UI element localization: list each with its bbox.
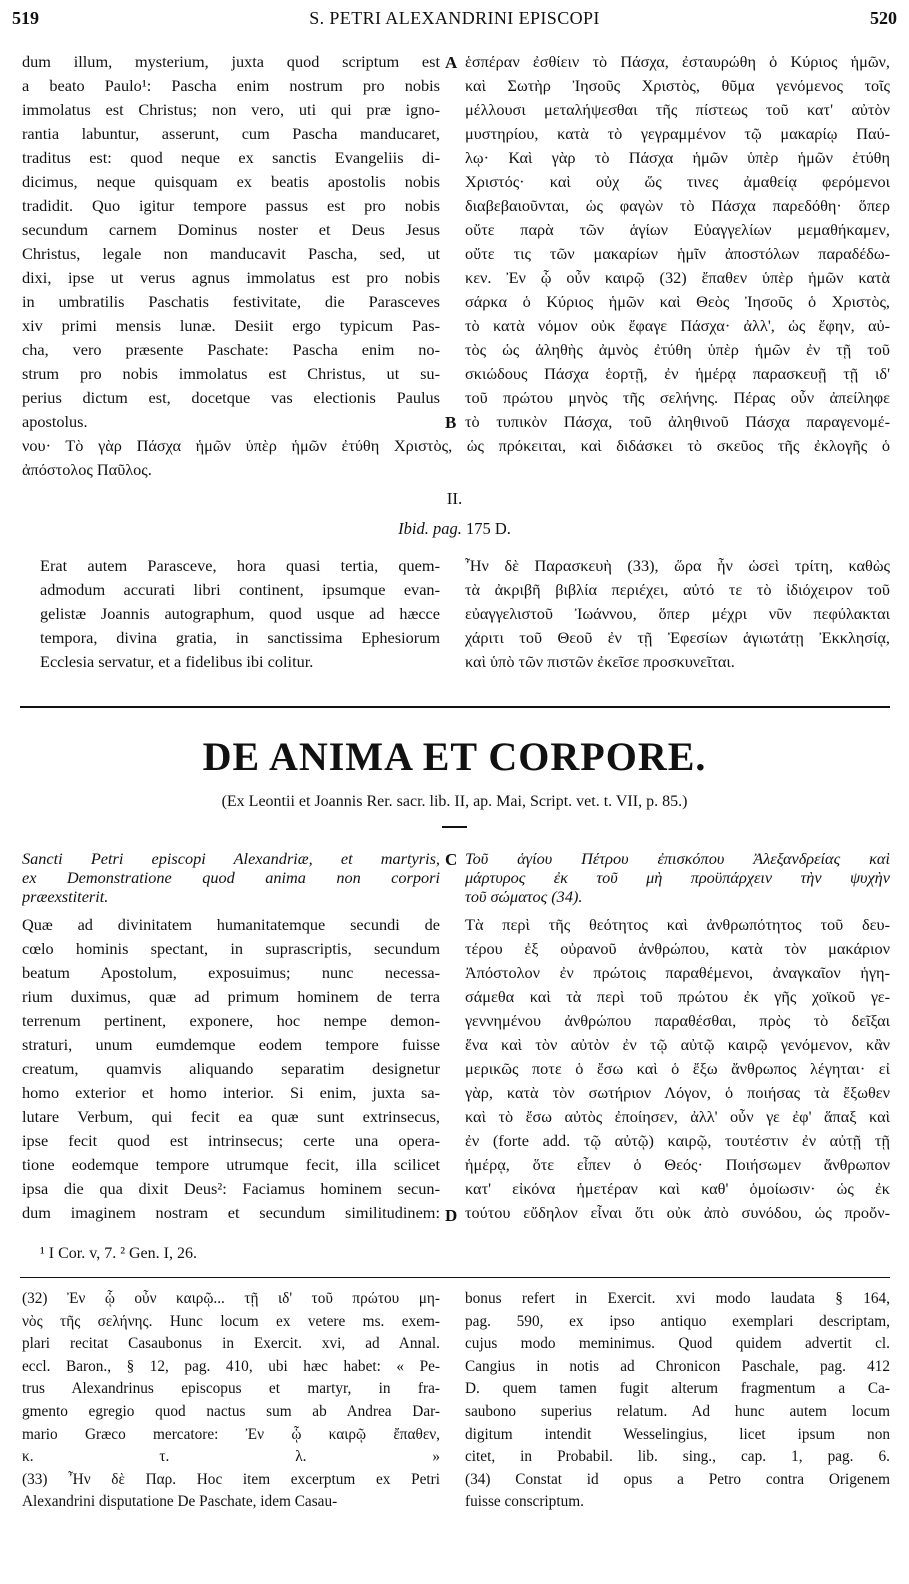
text-line: Christus, legale non manducavit Pascha, sed, ut: [22, 244, 440, 263]
section2-numeral: II.: [446, 489, 463, 508]
text-line: γεννημένου ἀνθρώπου παραθέσθαι, πρὸς τὸ δεῖξαι: [465, 1011, 890, 1030]
section2-latin-column: [40, 554, 440, 674]
text-line: (33) Ἦν δὲ Παρ. Hoc item excerptum ex Petri: [22, 1470, 440, 1488]
text-line: cha, vero præsente Paschate: Pascha enim no-: [22, 340, 440, 359]
text-line: dixi, ipse ut verus agnus immolatus est pro nobis: [22, 268, 440, 287]
text-line: ἡμέρᾳ, ὅτε εἶπεν ὁ Θεός· Ποιήσωμεν ἄνθρωπον: [465, 1155, 890, 1174]
page-number-left: 519: [12, 8, 39, 28]
section1-full-width-lines: [22, 434, 890, 482]
text-line: D. quem tamen fugit alterum fragmentum a Ca-: [465, 1380, 890, 1398]
text-line: rantia labuntur, asserunt, cum Pascha manducaret,: [22, 124, 440, 143]
text-line: τοῦ σώματος (34).: [465, 887, 583, 906]
text-line: ἀπόστολος Παῦλος.: [22, 460, 152, 479]
text-line: ἐν (forte add. τῷ αὐτῷ) καιρῷ, τουτέστιν ἐν αὐτῇ τῇ: [465, 1131, 890, 1150]
text-line: διαβεβαιοῦνται, ὡς φαγὼν τὸ Πάσχα παρεδόθη· ὅπερ: [465, 196, 890, 215]
text-line: perius dictum est, docetque vas electionis Paulus: [22, 388, 440, 407]
text-line: in umbratilis Paschatis festivitate, die Parasceves: [22, 292, 440, 311]
section-divider: [20, 706, 890, 708]
text-line: a beato Paulo¹: Pascha enim nostrum pro nobis: [22, 76, 440, 95]
text-line: digitum intendit Wesselingius, licet ipsum non: [465, 1425, 890, 1443]
text-line: Alexandrini disputatione De Paschate, idem Casau-: [22, 1493, 338, 1511]
text-line: dum illum, mysterium, juxta quod scriptum est: [22, 52, 440, 71]
text-line: Τοῦ ἁγίου Πέτρου ἐπισκόπου Ἀλεξανδρείας καὶ: [465, 849, 890, 868]
text-line: λῳ· Καὶ γὰρ τὸ Πάσχα ἡμῶν ὑπὲρ ἡμῶν ἐτύθη: [465, 148, 890, 167]
section3-latin-column: [22, 913, 440, 1225]
text-line: τὸ τυπικὸν Πάσχα, τοῦ ἀληθινοῦ Πάσχα παραγενομέ-: [465, 412, 890, 431]
text-line: Ἀπόστολον ἐν πρώτοις παραθέμενοι, ἀναγκαῖον ἡγη-: [465, 963, 890, 982]
text-line: καὶ ὑπὸ τῶν πιστῶν ἐκεῖσε προσκυνεῖται.: [465, 652, 735, 671]
text-line: immolatus est Christus; non vero, uti qui præ igno-: [22, 100, 440, 119]
text-line: plari recitat Casaubonus in Exercit. xvi, ad Annal.: [22, 1335, 440, 1353]
text-line: Ecclesia servatur, et a fidelibus ibi colitur.: [40, 652, 314, 671]
text-line: κατ' εἰκόνα ἡμετέραν καὶ καθ' ὁμοίωσιν· ὡς ἐκ: [465, 1179, 890, 1198]
text-line: xiv primi mensis lunæ. Desiit ergo typicum Pas-: [22, 316, 440, 335]
text-line: νὸς τῆς σελήνης. Hunc locum ex vetere ms. exem-: [22, 1312, 440, 1330]
text-line: σάμεθα καὶ τὰ περὶ τοῦ πρώτου ἐκ γῆς χοϊκοῦ γε-: [465, 987, 890, 1006]
text-line: apostolus.: [22, 412, 88, 431]
text-line: bonus refert in Exercit. xvi modo laudata § 164,: [465, 1290, 890, 1307]
text-line: μέλλουσι μεταλήψεσθαι τῆς πίστεως τοῦ κατ' αὐτὸν: [465, 100, 890, 119]
text-line: lutare Verbum, qui fecit ea quæ sunt extrinsecus,: [22, 1107, 440, 1126]
text-line: (34) Constat id opus a Petro contra Origenem: [465, 1470, 890, 1488]
text-line: εὐαγγελιστοῦ Ἰωάννου, ὅπερ μέχρι νῦν πεφύλακται: [465, 604, 890, 623]
text-line: homo exterior et homo interior. Si enim, juxta sa-: [22, 1083, 440, 1102]
margin-marker-a: A: [445, 53, 458, 72]
text-line: τέρου ἐξ οὐρανοῦ ἀνθρώπου, κατὰ τὸν μακάριον: [465, 939, 890, 958]
text-line: eccl. Baron., § 12, pag. 410, ubi hæc habet: « Pe-: [22, 1357, 440, 1375]
text-line: pag. 590, ex ipso antiquo exemplari descriptam,: [465, 1312, 890, 1330]
text-line: Τὰ περὶ τῆς θεότητος καὶ ἀνθρωπότητος τοῦ δευ-: [465, 915, 890, 934]
text-line: fuisse conscriptum.: [465, 1493, 584, 1511]
text-line: straturi, unum eumdemque eodem tempore fuisse: [22, 1035, 440, 1054]
section3-greek-column: [465, 913, 890, 1225]
text-line: præexstiterit.: [22, 887, 109, 906]
section2-reference-ibid: Ibid. pag.: [398, 519, 462, 538]
section2-greek-column: [465, 554, 890, 674]
notes-right-column: [465, 1288, 890, 1514]
text-line: mario Græco mercatore: Ἐν ᾧ καιρῷ ἔπαθεν,: [22, 1425, 440, 1443]
text-line: creatum, quamvis aliquando separatim designetur: [22, 1059, 440, 1078]
text-line: cœlo hominis spectant, in suprascriptis, secundum: [22, 939, 440, 958]
treatise-source: (Ex Leontii et Joannis Rer. sacr. lib. II, ap. Mai, Script. vet. t. VII, p. 85.): [221, 793, 688, 810]
text-line: ipsa die qua dixit Deus²: Faciamus hominem secun-: [22, 1179, 440, 1198]
text-line: μάρτυρος ἐκ τοῦ μὴ προϋπάρχειν τὴν ψυχὴν: [465, 868, 890, 887]
text-line: dum imaginem nostram et secundum similitudinem:: [22, 1203, 440, 1222]
text-line: cujus modo meminimus. Quod quidem advertit cl.: [465, 1335, 890, 1353]
notes-divider: [20, 1277, 890, 1278]
notes-left-column: [22, 1288, 440, 1514]
text-line: ex Demonstratione quod anima non corpori: [22, 868, 440, 887]
text-line: μυστηρίου, κατὰ τὸ γεγραμμένον τῷ μακαρίῳ Παύ-: [465, 124, 890, 143]
text-line: μερικῶς ποτε ὁ ἔσω καὶ ὁ ἔξω ἄνθρωπος λέγηται· εἰ: [465, 1059, 890, 1078]
text-line: οὔτε παρὰ τῶν ἁγίων Εὐαγγελίων μεμαθήκαμεν,: [465, 220, 890, 239]
text-line: secundum carnem Dominus noster et Deus Jesus: [22, 220, 440, 239]
text-line: tione eodemque tempore utrumque fecit, illa scilicet: [22, 1155, 440, 1174]
text-line: νου· Τὸ γὰρ Πάσχα ἡμῶν ὑπὲρ ἡμῶν ἐτύθη Χριστὸς, ὡς πρόκειται, καὶ διδάσκει τὸ σκεῦος τῆς ἐκλογῆς ὁ: [22, 436, 890, 455]
text-line: τὸς ὡς ἀληθὴς ἀμνὸς ἐτύθη ὑπὲρ ἡμῶν ἐν τῇ τοῦ: [465, 340, 890, 359]
text-line: τούτου εὔδηλον εἶναι ὅτι οὐκ ἀπὸ συνόδου, ὡς προὄν-: [465, 1203, 890, 1222]
treatise-title: DE ANIMA ET CORPORE.: [202, 734, 707, 779]
text-line: Quæ ad divinitatem humanitatemque secundi de: [22, 915, 440, 934]
page-number-right: 520: [870, 8, 897, 28]
text-line: saubono superius relatum. Ad hunc autem locum: [465, 1402, 890, 1420]
text-line: tradidit. Quo igitur tempore passus est pro nobis: [22, 196, 440, 215]
text-line: strum pro nobis immolatus est Christus, ut su-: [22, 364, 440, 383]
text-line: γὰρ, κατὰ τὸν σωτήριον Λόγον, ὁ ποιήσας τὰ ἔξωθεν: [465, 1083, 890, 1102]
running-header: [0, 2, 909, 38]
text-line: terrenum pertinent, exponere, hoc nempe demon-: [22, 1011, 440, 1030]
text-line: beatum Apostolum, exposuimus; nunc necessa-: [22, 963, 440, 982]
text-line: citet, in Probabil. lib. sing., cap. 1, pag. 6.: [465, 1448, 890, 1466]
text-line: κεν. Ἐν ᾧ οὖν καιρῷ (32) ἔπαθεν ὑπὲρ ἡμῶν κατὰ: [465, 268, 890, 287]
text-line: gmento egregio quod nactus sum ab Andrea Dar-: [22, 1402, 440, 1420]
text-line: σκιώδους Πάσχα ἑορτῇ, ἐν ἡμέρᾳ παρασκευῇ τῇ ιδ': [465, 364, 890, 383]
section2-reference-page: 175 D.: [465, 519, 511, 538]
text-line: κ. τ. λ. »: [22, 1448, 440, 1466]
text-line: Ἦν δὲ Παρασκευὴ (33), ὥρα ἦν ὡσεὶ τρίτη, καθὼς: [465, 556, 890, 575]
text-line: traditus est: quod neque ex sanctis Evangeliis di-: [22, 148, 440, 167]
text-line: ἕνα καὶ τὸν αὐτὸν ἐν τῷ αὐτῷ καιρῷ γενόμενον, κἂν: [465, 1035, 890, 1054]
section1-latin-column: [22, 50, 440, 434]
text-line: ἑσπέραν ἐσθίειν τὸ Πάσχα, ἐσταυρώθη ὁ Κύριος ἡμῶν,: [465, 52, 890, 71]
text-line: dicimus, neque quisquam ex beatis apostolis nobis: [22, 172, 440, 191]
margin-marker-d: D: [445, 1206, 458, 1225]
text-line: οὔτε τις τῶν μακαρίων ἡμῖν ἀποστόλων παραδέδω-: [465, 244, 890, 263]
text-line: ipse fecit quod est intrinsecus; certe una opera-: [22, 1131, 440, 1150]
section1-greek-column: [465, 50, 890, 434]
text-line: τὸ κατὰ νόμον οὐκ ἔφαγε Πάσχα· ἀλλ', ὡς ἔφην, αὐ-: [465, 316, 890, 335]
text-line: admodum accurati libri continent, ipsumque evan-: [40, 580, 440, 599]
text-line: τοῦ πρώτου μηνὸς τῆς σελήνης. Πέρας οὖν ἀπείληφε: [465, 388, 890, 407]
text-line: rium duximus, quæ ad primum hominem de terra: [22, 987, 440, 1006]
section2-reference: [0, 519, 909, 539]
text-line: tempora, divina gratia, in sanctissima Ephesiorum: [40, 628, 440, 647]
margin-marker-c: C: [445, 850, 458, 869]
text-line: χάριτι τοῦ Θεοῦ ἐν τῇ Ἐφεσίων ἁγιωτάτῃ Ἐκκλησίᾳ,: [465, 628, 890, 647]
text-line: καὶ τὸ ἔσω αὐτὸς ἐποίησεν, ἀλλ' οὖν γε ἐφ' ἅπαξ καὶ: [465, 1107, 890, 1126]
text-line: Erat autem Parasceve, hora quasi tertia, quem-: [40, 556, 440, 575]
text-line: καὶ Σωτὴρ Ἰησοῦς Χριστὸς, θῦμα γενόμενος τοῖς: [465, 76, 890, 95]
greek-heading: [465, 849, 890, 906]
text-line: trus Alexandrinus episcopus et martyr, in fra-: [22, 1380, 440, 1398]
short-divider: [442, 826, 467, 828]
header-title: S. PETRI ALEXANDRINI EPISCOPI: [309, 8, 600, 28]
text-line: Χριστός· καὶ οὐχ ὥς τινες ἀμαθείᾳ φερόμενοι: [465, 172, 890, 191]
text-line: (32) Ἐν ᾧ οὖν καιρῷ... τῇ ιδ' τοῦ πρώτου μη-: [22, 1290, 440, 1307]
text-line: σάρκα ὁ Κύριος ἡμῶν καὶ Θεὸς Ἰησοῦς ὁ Χριστὸς,: [465, 292, 890, 311]
text-line: Sancti Petri episcopi Alexandriæ, et martyris,: [22, 849, 440, 868]
text-line: Cangius in notis ad Chronicon Paschale, pag. 412: [465, 1357, 890, 1375]
text-line: gelistæ Joannis autographum, quod usque ad hæcce: [40, 604, 440, 623]
text-line: τὰ ἀκριβῆ βιβλία περιέχει, αὐτό τε τὸ ἰδιόχειρον τοῦ: [465, 580, 890, 599]
scripture-references: ¹ I Cor. v, 7. ² Gen. I, 26.: [40, 1245, 197, 1262]
latin-heading: [22, 849, 440, 906]
margin-marker-b: B: [445, 413, 457, 432]
